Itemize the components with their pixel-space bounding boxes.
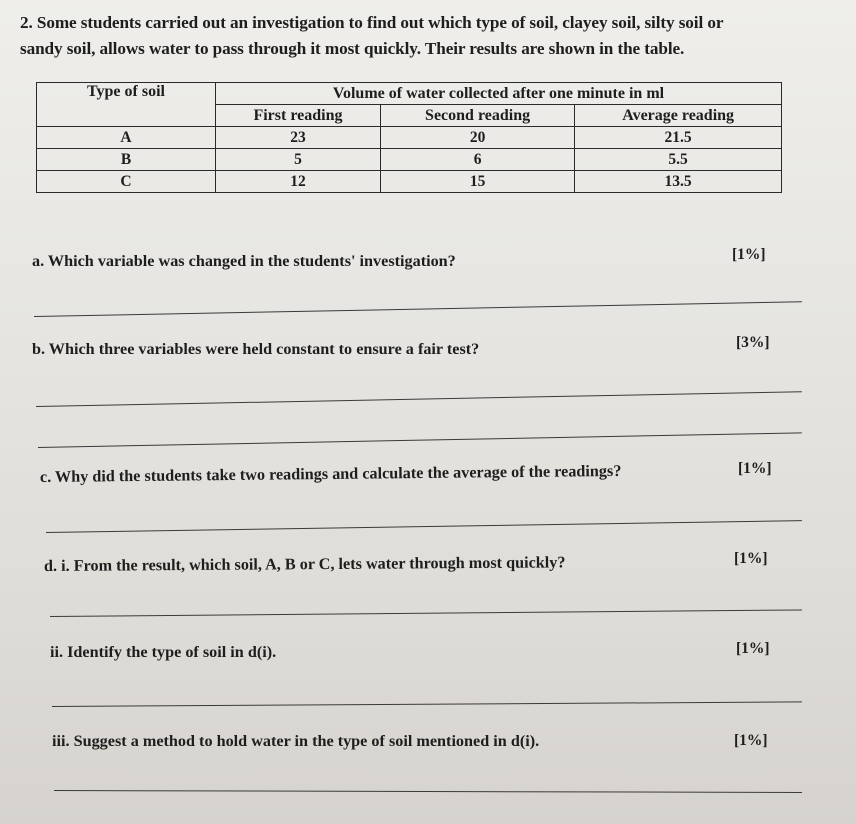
table-header-row xyxy=(37,83,782,105)
cell-average: 21.5 xyxy=(575,127,782,149)
cell-soil: C xyxy=(37,171,216,193)
cell-average: 13.5 xyxy=(575,171,782,193)
intro-line-2: sandy soil, allows water to pass through it most quickly. Their results are shown in the table. xyxy=(20,39,685,58)
marks-b: [3%] xyxy=(736,334,770,351)
marks-d-iii: [1%] xyxy=(734,732,768,749)
cell-second: 20 xyxy=(380,127,574,149)
marks-c: [1%] xyxy=(738,460,772,477)
cell-second: 15 xyxy=(380,171,574,193)
cell-soil: A xyxy=(37,127,216,149)
answer-line-d-iii[interactable] xyxy=(54,790,802,793)
table-row xyxy=(37,171,782,193)
header-type-of-soil: Type of soil xyxy=(37,83,216,127)
table-row xyxy=(37,149,782,171)
cell-average: 5.5 xyxy=(575,149,782,171)
question-d-iii: iii. Suggest a method to hold water in the type of soil mentioned in d(i). xyxy=(52,732,540,750)
marks-a: [1%] xyxy=(732,246,766,263)
answer-line-d-ii[interactable] xyxy=(52,701,802,707)
marks-d-ii: [1%] xyxy=(736,640,770,657)
question-a: a. Which variable was changed in the students' investigation? xyxy=(32,252,456,270)
cell-first: 5 xyxy=(216,149,381,171)
question-d-ii: ii. Identify the type of soil in d(i). xyxy=(50,643,277,661)
answer-line-b-2[interactable] xyxy=(38,432,802,448)
results-table xyxy=(36,82,782,193)
subheader-average-reading: Average reading xyxy=(575,105,782,127)
answer-line-c[interactable] xyxy=(46,520,802,533)
cell-soil: B xyxy=(37,149,216,171)
subheader-first-reading: First reading xyxy=(216,105,381,127)
answer-line-d-i[interactable] xyxy=(50,609,802,617)
table-row xyxy=(37,127,782,149)
header-volume: Volume of water collected after one minute in ml xyxy=(216,83,782,105)
cell-first: 23 xyxy=(216,127,381,149)
marks-d-i: [1%] xyxy=(734,550,768,567)
answer-line-a[interactable] xyxy=(34,301,802,317)
question-d-i: d. i. From the result, which soil, A, B or C, lets water through most quickly? xyxy=(43,553,566,575)
answer-line-b-1[interactable] xyxy=(36,391,802,407)
question-b: b. Which three variables were held constant to ensure a fair test? xyxy=(32,340,480,358)
question-c: c. Why did the students take two readings and calculate the average of the readings? xyxy=(39,461,622,486)
cell-second: 6 xyxy=(380,149,574,171)
question-intro xyxy=(20,10,840,62)
subheader-second-reading: Second reading xyxy=(380,105,574,127)
intro-line-1: 2. Some students carried out an investigation to find out which type of soil, clayey soil, silty soil or xyxy=(20,13,724,32)
cell-first: 12 xyxy=(216,171,381,193)
